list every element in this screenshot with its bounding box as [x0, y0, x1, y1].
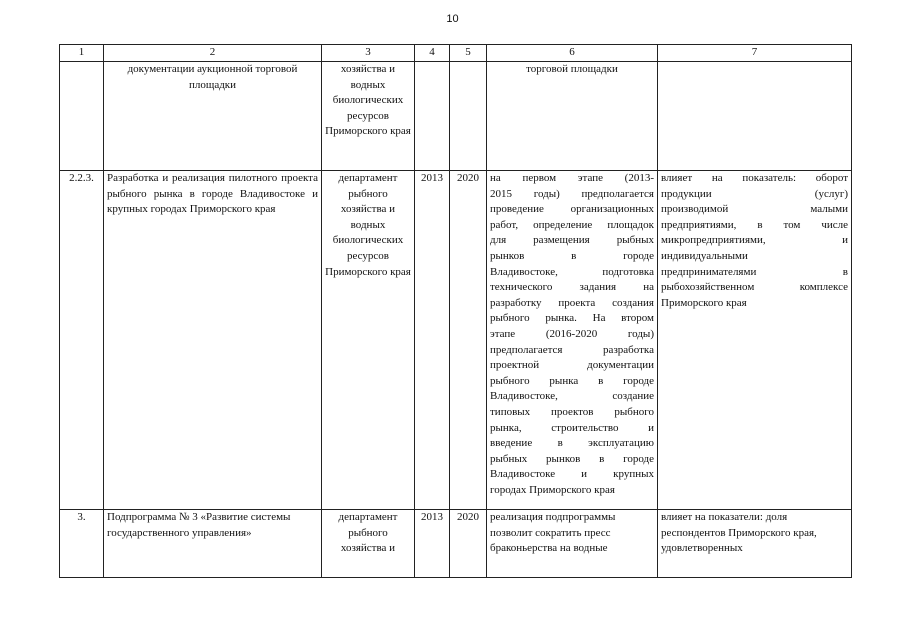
result-line: Владивостоке и крупных: [490, 468, 654, 481]
header-row: [60, 45, 852, 62]
cell-result: реализация подпрограммы позволит сократить пресс браконьерства на водные: [487, 510, 658, 578]
result-line: 2015 годы) предполагается: [490, 187, 654, 200]
cell-executor: департамент рыбного хозяйства и: [322, 510, 415, 578]
header-cell: 4: [415, 45, 450, 62]
impact-line: производимой малыми: [661, 203, 848, 216]
header-cell: 5: [450, 45, 487, 62]
header-cell: 1: [60, 45, 104, 62]
cell-end-year: 2020: [450, 171, 487, 510]
result-line: проведение организационных: [490, 203, 654, 216]
impact-line: предпринимателями в: [661, 265, 848, 278]
impact-line: Приморского края: [661, 296, 747, 309]
cell-impact: [658, 171, 852, 510]
result-line: на первом этапе (2013-: [490, 172, 654, 184]
result-line: разработку проекта создания: [490, 296, 654, 309]
cell-start-year: [415, 62, 450, 171]
table-row-3: [60, 510, 852, 578]
cell-number: 3.: [60, 510, 104, 578]
cell-end-year: 2020: [450, 510, 487, 578]
table-row-continuation: [60, 62, 852, 171]
cell-name: Разработка и реализация пилотного проекта рыбного рынка в городе Владивостоке и крупных городах Приморского края: [104, 171, 322, 510]
result-line: введение в эксплуатацию: [490, 437, 654, 450]
cell-start-year: 2013: [415, 171, 450, 510]
cell-result: торговой площадки: [487, 62, 658, 171]
result-line: Владивостоке, создание: [490, 390, 654, 403]
cell-executor: департамент рыбного хозяйства и водных биологических ресурсов Приморского края: [322, 171, 415, 510]
result-line: предполагается разработка: [490, 343, 654, 356]
cell-impact: влияет на показатели: доля респондентов Приморского края, удовлетворенных: [658, 510, 852, 578]
result-line: рыбного рынка в городе: [490, 374, 654, 387]
cell-impact: [658, 62, 852, 171]
impact-line: предприятиями, в том числе: [661, 218, 848, 231]
impact-line: рыбохозяйственном комплексе: [661, 281, 848, 294]
result-line: Владивостоке, подготовка: [490, 265, 654, 278]
cell-name: документации аукционной торговой площадки: [104, 62, 322, 171]
page-number: 10: [446, 13, 459, 25]
result-line: работ, определение площадок: [490, 218, 654, 231]
impact-line: микропредприятиями, и: [661, 234, 848, 247]
program-table: [59, 44, 852, 578]
result-line: проектной документации: [490, 359, 654, 372]
cell-number: 2.2.3.: [60, 171, 104, 510]
result-line: для размещения рыбных: [490, 234, 654, 247]
result-line: городах Приморского края: [490, 483, 615, 496]
impact-line: продукции (услуг): [661, 187, 848, 200]
cell-result: [487, 171, 658, 510]
cell-name: Подпрограмма № 3 «Развитие системы государственного управления»: [104, 510, 322, 578]
header-cell: 6: [487, 45, 658, 62]
table-row-2-2-3: [60, 171, 852, 510]
cell-start-year: 2013: [415, 510, 450, 578]
header-cell: 3: [322, 45, 415, 62]
result-line: типовых проектов рыбного: [490, 405, 654, 418]
cell-executor: хозяйства и водных биологических ресурсов Приморского края: [322, 62, 415, 171]
impact-line: влияет на показатель: оборот: [661, 172, 848, 184]
result-line: рынков в городе: [490, 249, 654, 262]
result-line: рыбных рынков в городе: [490, 452, 654, 465]
header-cell: 2: [104, 45, 322, 62]
result-line: технического задания на: [490, 281, 654, 294]
impact-line: индивидуальными: [661, 249, 748, 262]
result-line: рынка, строительство и: [490, 421, 654, 434]
cell-number: [60, 62, 104, 171]
cell-end-year: [450, 62, 487, 171]
result-line: рыбного рынка. На втором: [490, 312, 654, 325]
result-line: этапе (2016-2020 годы): [490, 327, 654, 340]
header-cell: 7: [658, 45, 852, 62]
